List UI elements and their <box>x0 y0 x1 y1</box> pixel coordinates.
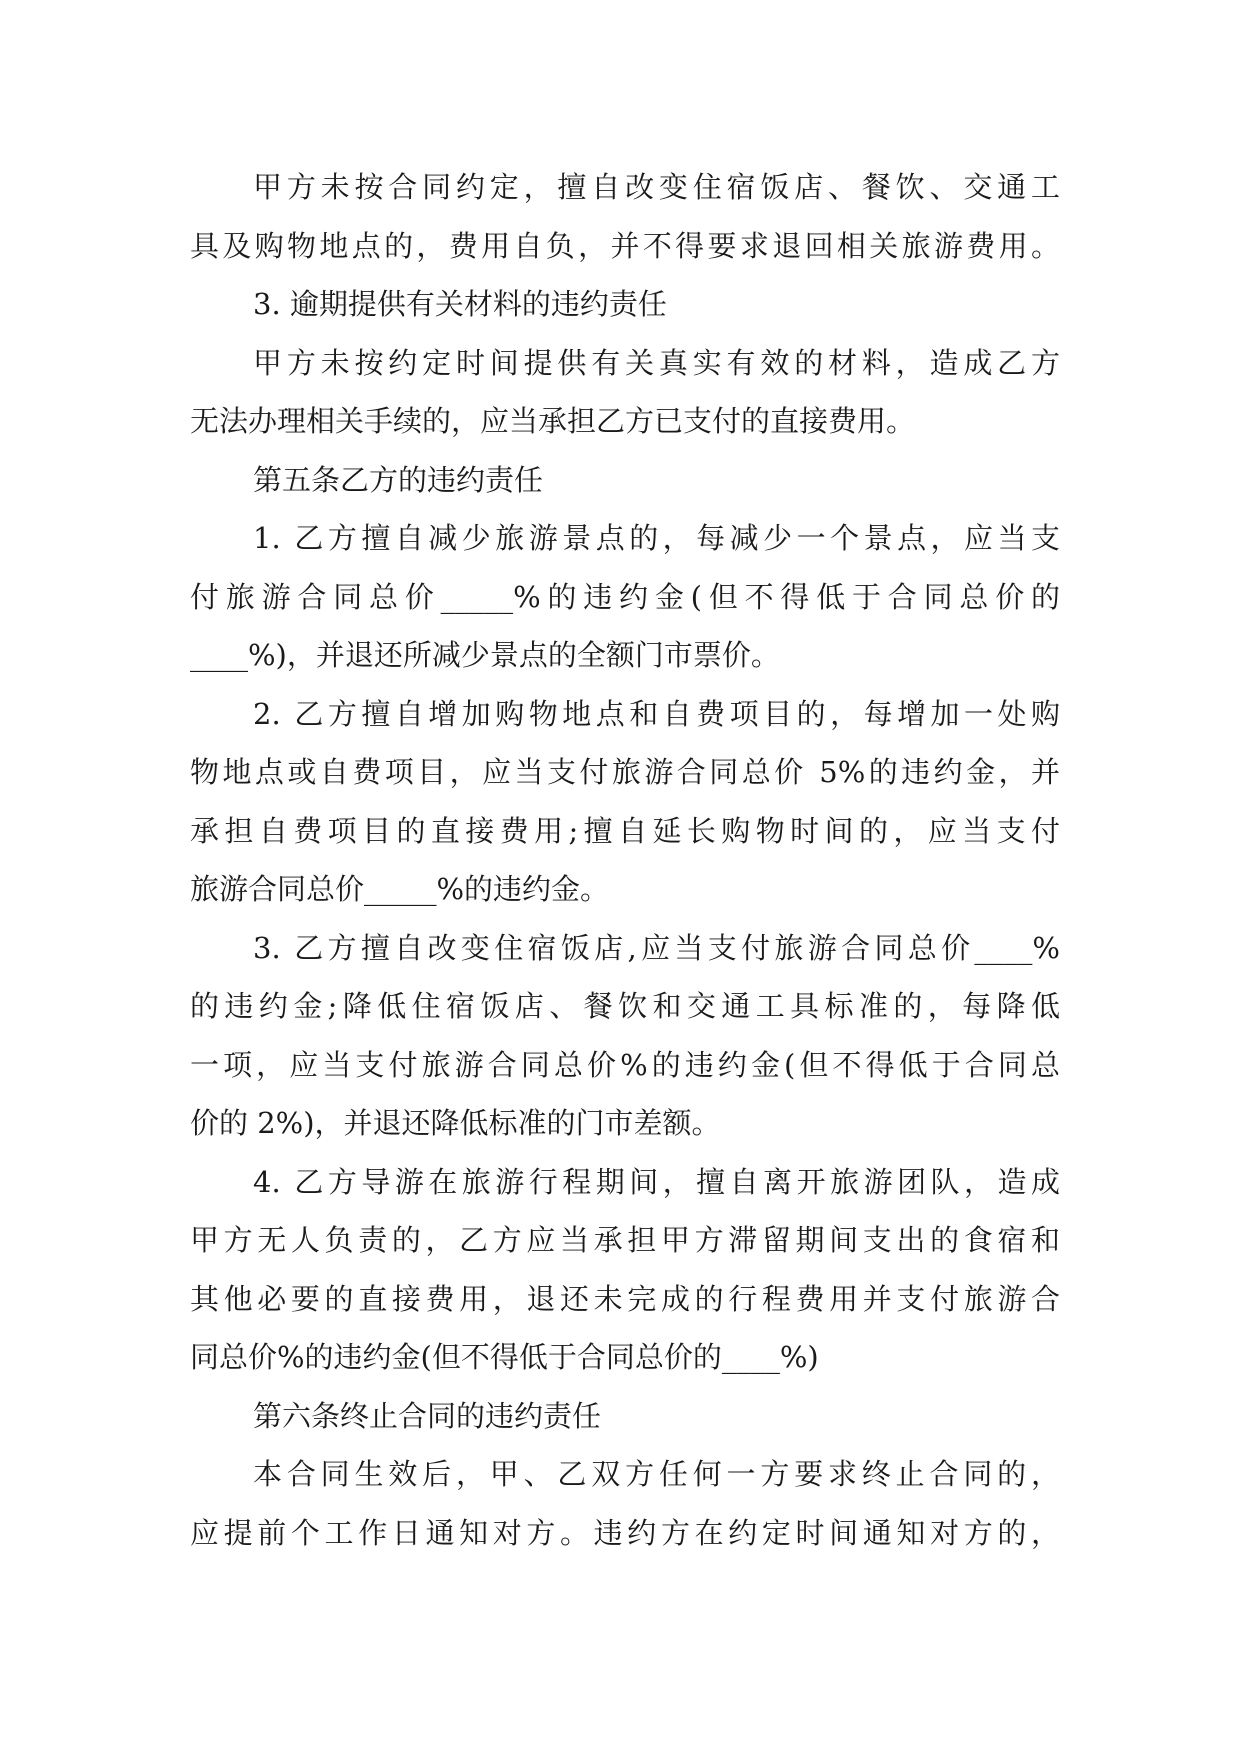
article-heading: 第五条乙方的违约责任 <box>253 462 544 497</box>
paragraph-line: 同总价%的违约金(但不得低于合同总价的____%) <box>190 1340 819 1374</box>
paragraph-line: 应提前个工作日通知对方。违约方在约定时间通知对方的， <box>190 1515 1060 1550</box>
paragraph-line: 具及购物地点的，费用自负，并不得要求退回相关旅游费用。 <box>190 228 1060 263</box>
paragraph-line: 承担自费项目的直接费用;擅自延长购物时间的，应当支付 <box>190 813 1060 848</box>
paragraph-line: 3. 乙方擅自改变住宿饭店,应当支付旅游合同总价____% <box>253 930 1060 965</box>
paragraph-line: 甲方无人负责的，乙方应当承担甲方滞留期间支出的食宿和 <box>190 1223 1060 1257</box>
paragraph-line: 付旅游合同总价_____%的违约金(但不得低于合同总价的 <box>190 579 1060 614</box>
paragraph-line: 一项，应当支付旅游合同总价%的违约金(但不得低于合同总 <box>190 1047 1060 1082</box>
paragraph-line: 1. 乙方擅自减少旅游景点的，每减少一个景点，应当支 <box>253 521 1060 555</box>
paragraph-line: ____%)，并退还所减少景点的全额门市票价。 <box>190 638 780 672</box>
article-heading: 第六条终止合同的违约责任 <box>253 1398 602 1433</box>
contract-text <box>190 158 1060 1562</box>
paragraph-line: 4. 乙方导游在旅游行程期间，擅自离开旅游团队，造成 <box>253 1164 1060 1199</box>
paragraph-line: 旅游合同总价_____%的违约金。 <box>190 872 610 906</box>
paragraph-line: 甲方未按合同约定，擅自改变住宿饭店、餐饮、交通工 <box>253 170 1060 204</box>
paragraph-line: 其他必要的直接费用，退还未完成的行程费用并支付旅游合 <box>190 1281 1060 1316</box>
paragraph-line: 物地点或自费项目，应当支付旅游合同总价 5%的违约金，并 <box>190 755 1060 789</box>
paragraph-line: 的违约金;降低住宿饭店、餐饮和交通工具标准的，每降低 <box>190 989 1060 1023</box>
paragraph-line: 无法办理相关手续的，应当承担乙方已支付的直接费用。 <box>190 404 916 438</box>
paragraph-line: 甲方未按约定时间提供有关真实有效的材料，造成乙方 <box>253 345 1060 380</box>
paragraph-line: 2. 乙方擅自增加购物地点和自费项目的，每增加一处购 <box>253 696 1060 731</box>
paragraph-line: 价的 2%)，并退还降低标准的门市差额。 <box>190 1106 721 1140</box>
section-heading: 3. 逾期提供有关材料的违约责任 <box>253 287 667 321</box>
paragraph-line: 本合同生效后，甲、乙双方任何一方要求终止合同的， <box>253 1457 1060 1491</box>
